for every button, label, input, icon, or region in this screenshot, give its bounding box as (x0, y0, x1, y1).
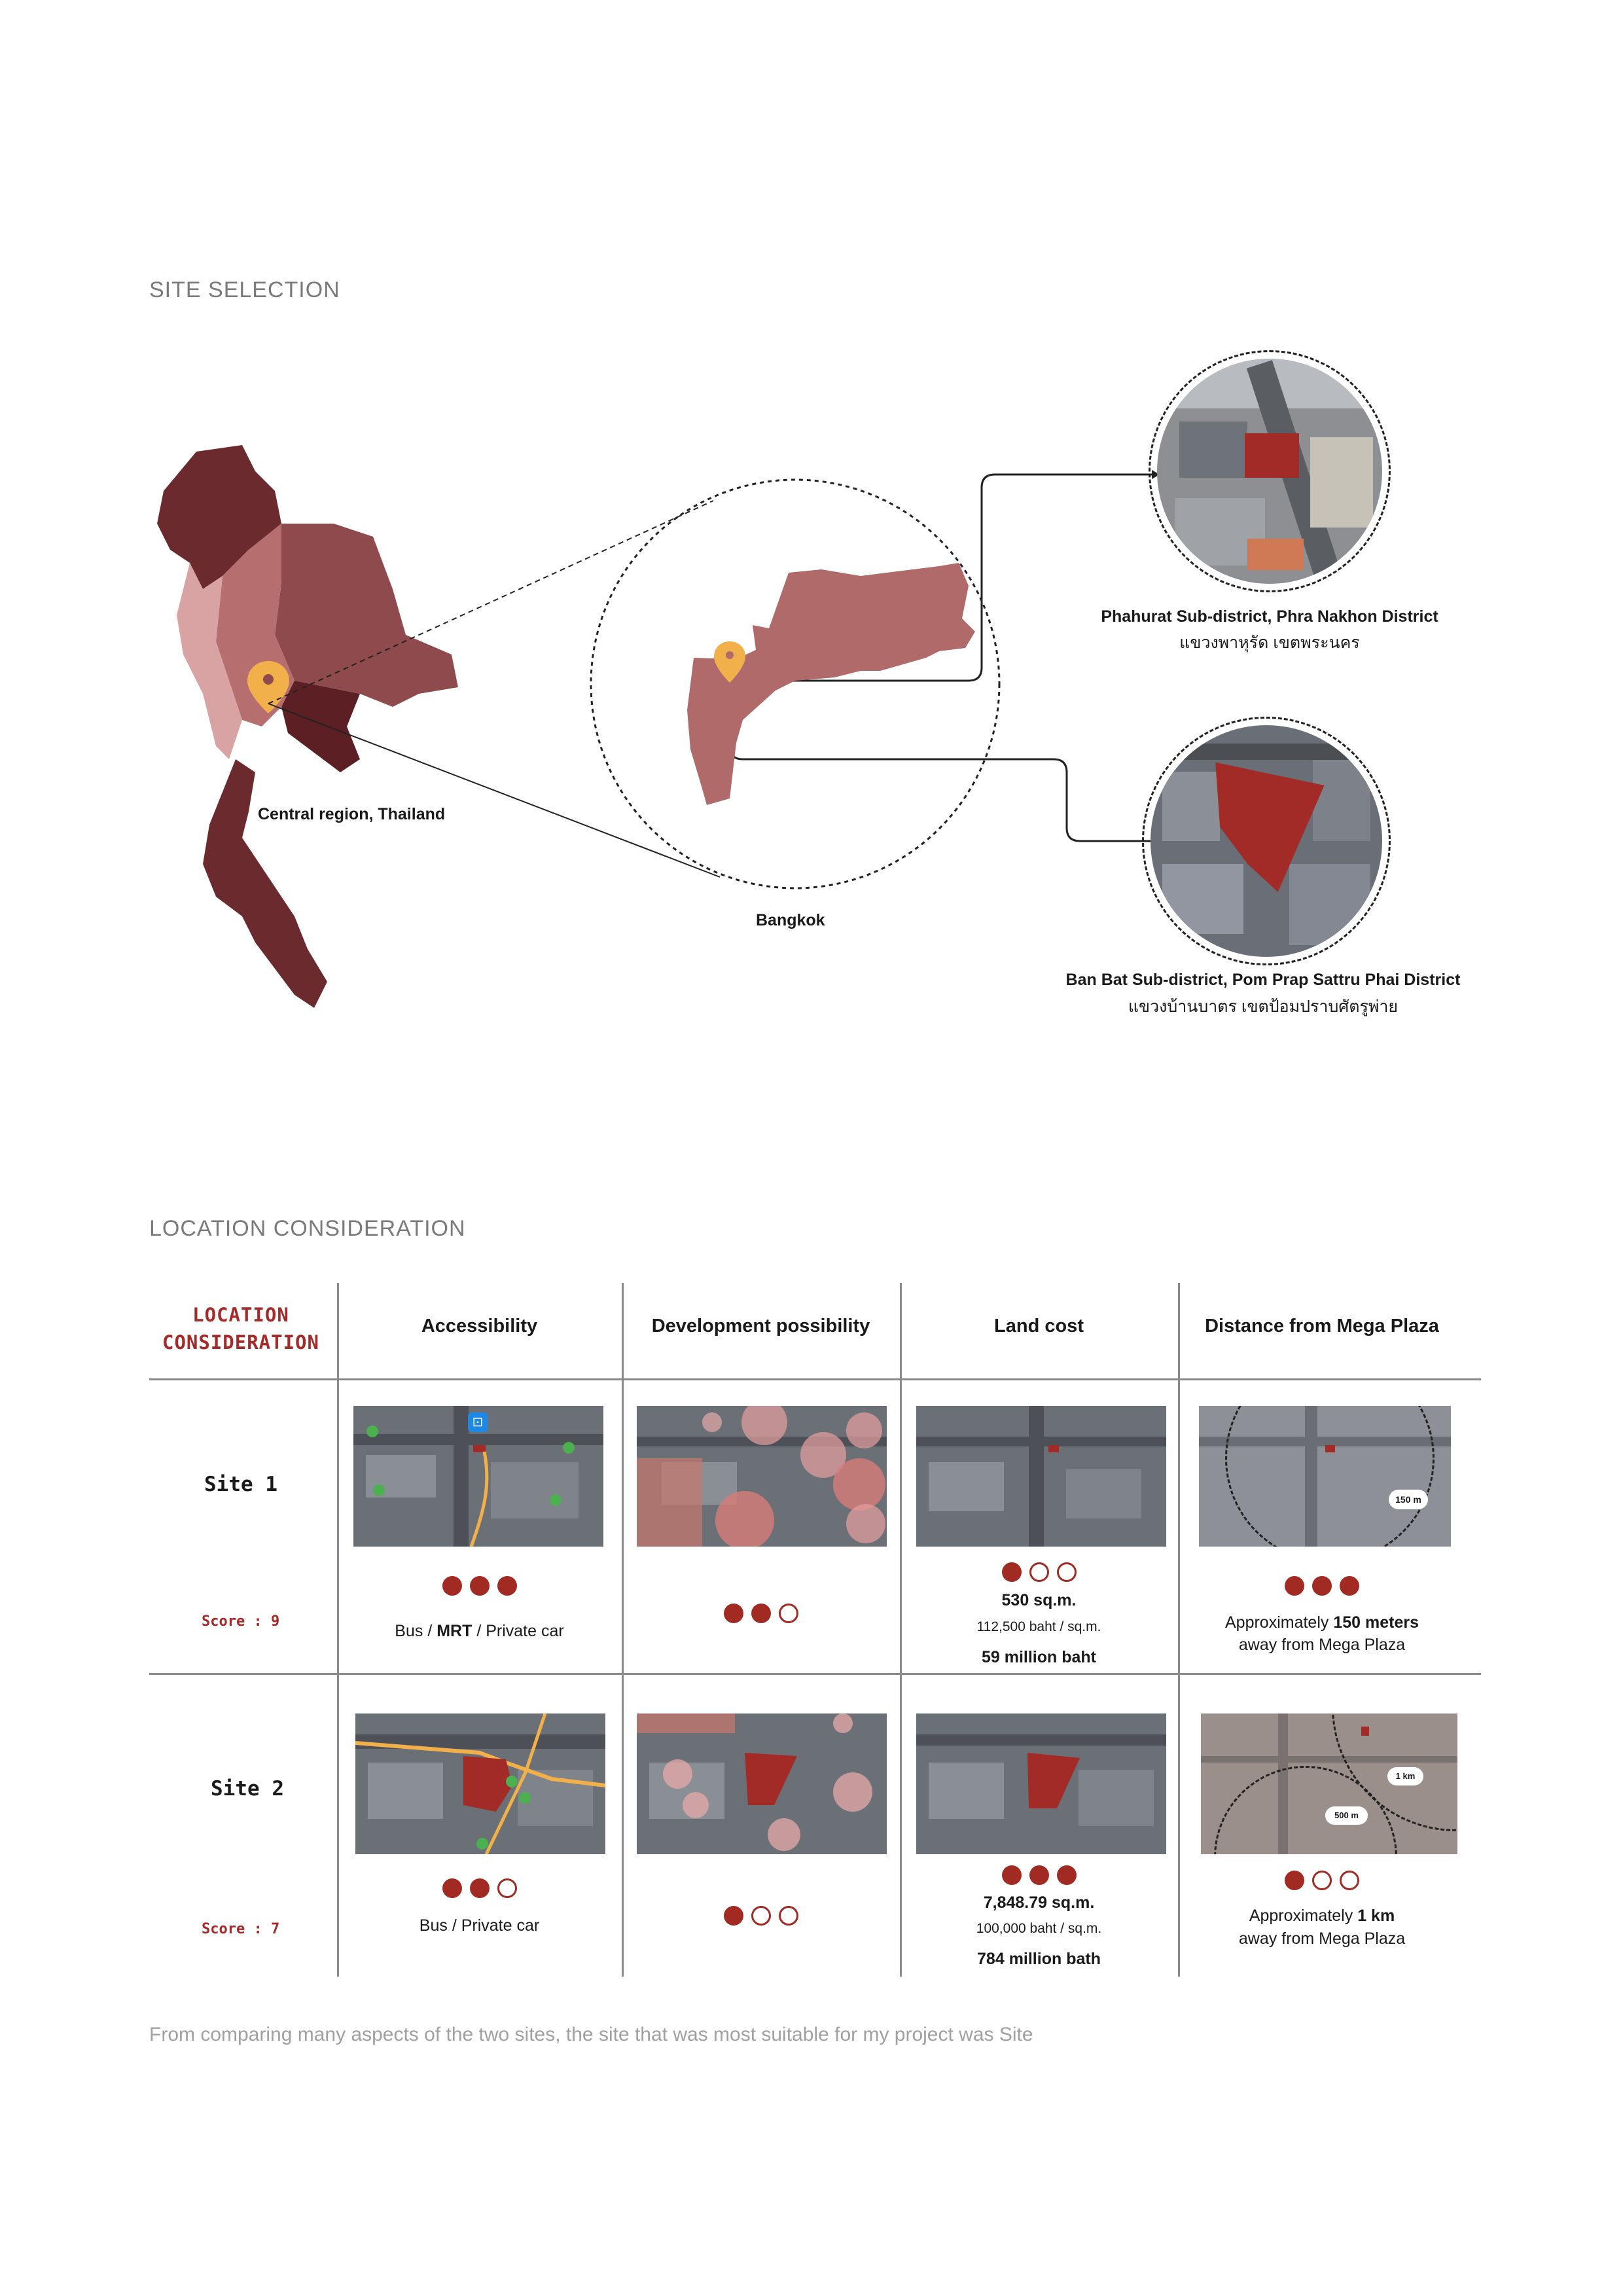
distance-tag: 500 m (1325, 1806, 1368, 1825)
site2-cost-rating (903, 1865, 1175, 1885)
site2-score: Score : 7 (202, 1921, 280, 1937)
site2-distance-line2: away from Mega Plaza (1238, 1929, 1406, 1948)
site2-access-text: Bus / Private car (419, 1916, 540, 1935)
site1-access-text: Bus / MRT / Private car (395, 1622, 564, 1640)
train-station-icon: ⊡ (468, 1412, 488, 1432)
site1-score: Score : 9 (202, 1613, 280, 1630)
bus-stop-icon (373, 1484, 385, 1496)
location-consideration-title: LOCATION CONSIDERATION (149, 1216, 466, 1241)
table-divider (149, 1673, 1481, 1675)
site2-cost-rate: 100,000 baht / sq.m. (976, 1921, 1102, 1936)
site2-dev-map (637, 1713, 887, 1854)
site2-dev-rating (625, 1906, 897, 1926)
table-divider (622, 1283, 624, 1977)
site2-cost-area: 7,848.79 sq.m. (983, 1893, 1095, 1912)
site1-cost-total: 59 million baht (981, 1648, 1097, 1666)
distance-tag: 1 km (1387, 1767, 1423, 1785)
site2-access-map (355, 1713, 605, 1854)
col-header-land-cost: Land cost (994, 1316, 1084, 1336)
site-b-name: Ban Bat Sub-district, Pom Prap Sattru Phai District (1065, 971, 1461, 989)
site1-access-map (353, 1406, 603, 1547)
conclusion-text: From comparing many aspects of the two sites, the site that was most suitable for my project was Site (149, 2024, 1033, 2045)
table-divider (337, 1283, 339, 1977)
site1-distance-map (1199, 1406, 1451, 1547)
col-header-distance: Distance from Mega Plaza (1205, 1316, 1439, 1336)
site2-cost-total: 784 million bath (977, 1950, 1101, 1968)
site2-land-map (916, 1713, 1166, 1854)
col-header-development: Development possibility (651, 1316, 870, 1336)
col-header-accessibility: Accessibility (421, 1316, 538, 1336)
land-plot (916, 1713, 1166, 1854)
site-b-plot (1150, 725, 1382, 957)
site-b-thai: แขวงบ้านบาตร เขตป้อมปราบศัตรูพ่าย (1128, 997, 1399, 1016)
bus-stop-icon (563, 1442, 575, 1454)
site1-distance-line1: Approximately 150 meters (1224, 1613, 1419, 1632)
table-divider (900, 1283, 902, 1977)
site1-cost-rating (903, 1562, 1175, 1582)
site1-cost-area: 530 sq.m. (1001, 1591, 1077, 1609)
site1-dev-rating (625, 1604, 897, 1623)
bus-stop-icon (519, 1792, 531, 1804)
site2-distance-line1: Approximately 1 km (1249, 1907, 1395, 1925)
bangkok-map (586, 475, 1005, 893)
city-label: Bangkok (756, 911, 825, 929)
bus-stop-icon (476, 1838, 488, 1850)
region-label: Central region, Thailand (258, 805, 446, 823)
site2-distance-rating (1181, 1871, 1463, 1890)
site1-cost-rate: 112,500 baht / sq.m. (976, 1619, 1101, 1634)
table-label: LOCATION CONSIDERATION (162, 1304, 319, 1354)
site2-access-rating (340, 1878, 618, 1898)
site1-name: Site 1 (204, 1473, 277, 1496)
site2-name: Site 2 (211, 1777, 284, 1801)
site-selection-title: SITE SELECTION (149, 278, 340, 302)
site-a-name: Phahurat Sub-district, Phra Nakhon District (1101, 607, 1438, 626)
site1-distance-rating (1181, 1576, 1463, 1596)
site-b-aerial-frame (1142, 717, 1391, 965)
site-a-aerial-frame (1149, 350, 1391, 592)
bus-stop-icon (506, 1776, 518, 1787)
site-a-thai: แขวงพาหุรัด เขตพระนคร (1179, 634, 1360, 652)
route-line (355, 1713, 605, 1854)
site2-distance-map (1201, 1713, 1457, 1854)
bus-stop-icon (550, 1494, 562, 1506)
table-divider (149, 1378, 1481, 1380)
site1-dev-map (637, 1406, 887, 1547)
site-a-aerial-image (1157, 359, 1382, 584)
bangkok-shape (687, 563, 975, 805)
bus-stop-icon (366, 1426, 378, 1437)
site1-land-map (916, 1406, 1166, 1547)
site1-distance-line2: away from Mega Plaza (1238, 1636, 1406, 1654)
distance-tag: 150 m (1389, 1490, 1428, 1509)
site-b-aerial-image (1150, 725, 1382, 957)
table-divider (1178, 1283, 1180, 1977)
site1-access-rating (340, 1576, 618, 1596)
